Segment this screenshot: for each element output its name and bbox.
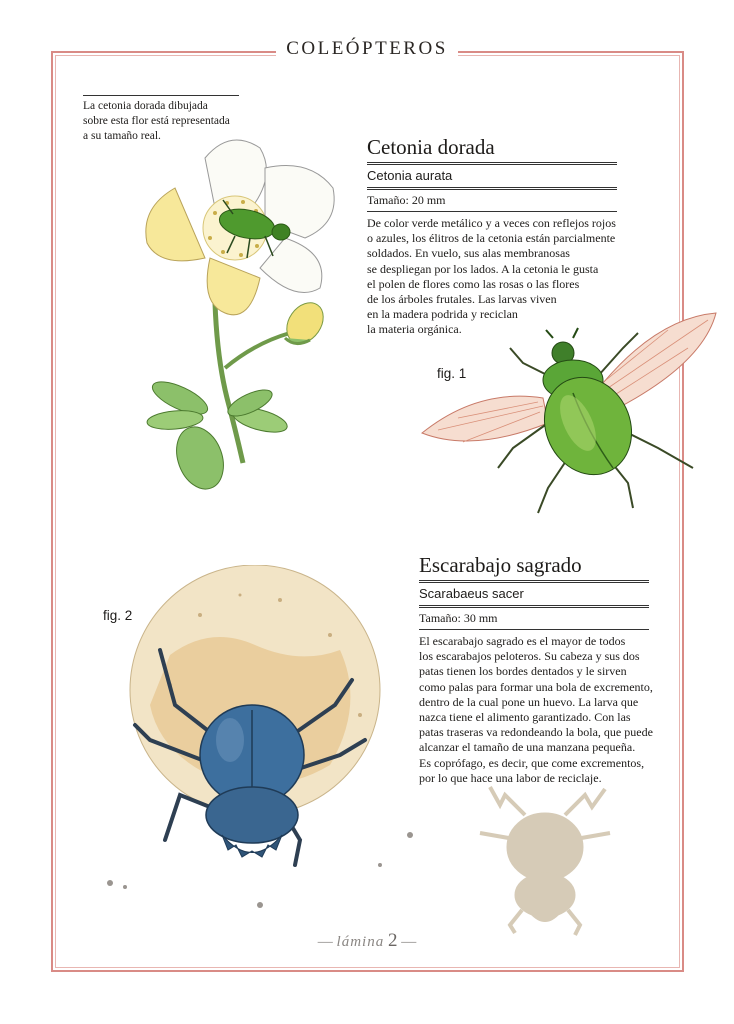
plate-number: 2 (387, 930, 398, 951)
description-line: en la madera podrida y reciclan (367, 307, 518, 322)
description-line: el polen de flores como las rosas o las flores (367, 276, 580, 291)
caption-line: La cetonia dorada dibujada (83, 100, 208, 112)
figure-label-1: fig. 1 (437, 366, 467, 381)
species-escarabajo (419, 553, 653, 786)
caption-rule (83, 95, 239, 96)
caption-line: sobre esta flor está representada (83, 115, 230, 127)
rule (419, 580, 649, 583)
size-label: Tamaño: 20 mm (367, 193, 446, 207)
description (419, 634, 699, 786)
rule (367, 187, 617, 190)
description-line: patas traseras va redondeando la bola, que puede (419, 725, 653, 740)
description-line: o azules, los élitros de la cetonia están parcialmente (367, 231, 616, 246)
rose-illustration (135, 128, 350, 498)
plate-footer (0, 930, 734, 952)
page-title: COLEÓPTEROS (276, 38, 458, 60)
description-line: dentro de la cual pone un huevo. La larva que (419, 694, 639, 709)
footer-dash-left: — (317, 934, 333, 950)
rule (367, 211, 617, 212)
description-line: se despliegan por los lados. A la cetonia le gusta (367, 261, 599, 276)
description-line: la materia orgánica. (367, 322, 462, 337)
description-line: patas tienen los bordes dentados y le sirven (419, 664, 627, 679)
scarab-illustration (80, 565, 420, 915)
footer-dash-right: — (401, 934, 417, 950)
description-line: por lo que hace una labor de reciclaje. (419, 770, 602, 785)
plate-word: lámina (336, 934, 385, 950)
description-line: de los árboles frutales. Las larvas viven (367, 292, 557, 307)
description-line: alcanzar el tamaño de una manzana pequeña. (419, 740, 636, 755)
description-line: El escarabajo sagrado es el mayor de todos (419, 634, 626, 648)
latin-name: Scarabaeus sacer (419, 586, 524, 601)
caption-line: a su tamaño real. (83, 130, 161, 142)
description-line: nazca tiene el alimento garantizado. Con las (419, 710, 631, 725)
description-line: los escarabajos peloteros. Su cabeza y sus dos (419, 649, 640, 664)
rule (419, 605, 649, 608)
description-line: Es coprófago, es decir, que come excrementos, (419, 755, 645, 770)
figure-label-2: fig. 2 (103, 608, 133, 623)
rule (419, 629, 649, 630)
description-line: De color verde metálico y a veces con reflejos rojos (367, 216, 616, 230)
rule (367, 162, 617, 165)
cetonia-flying-illustration (418, 308, 720, 520)
latin-name: Cetonia aurata (367, 168, 453, 183)
description-line: soldados. En vuelo, sus alas membranosas (367, 246, 570, 261)
species-name: Cetonia dorada (367, 135, 495, 159)
size-label: Tamaño: 30 mm (419, 611, 498, 625)
description-line: como palas para formar una bola de excremento, (419, 679, 653, 694)
scarab-silhouette (470, 785, 620, 945)
species-name: Escarabajo sagrado (419, 553, 582, 577)
